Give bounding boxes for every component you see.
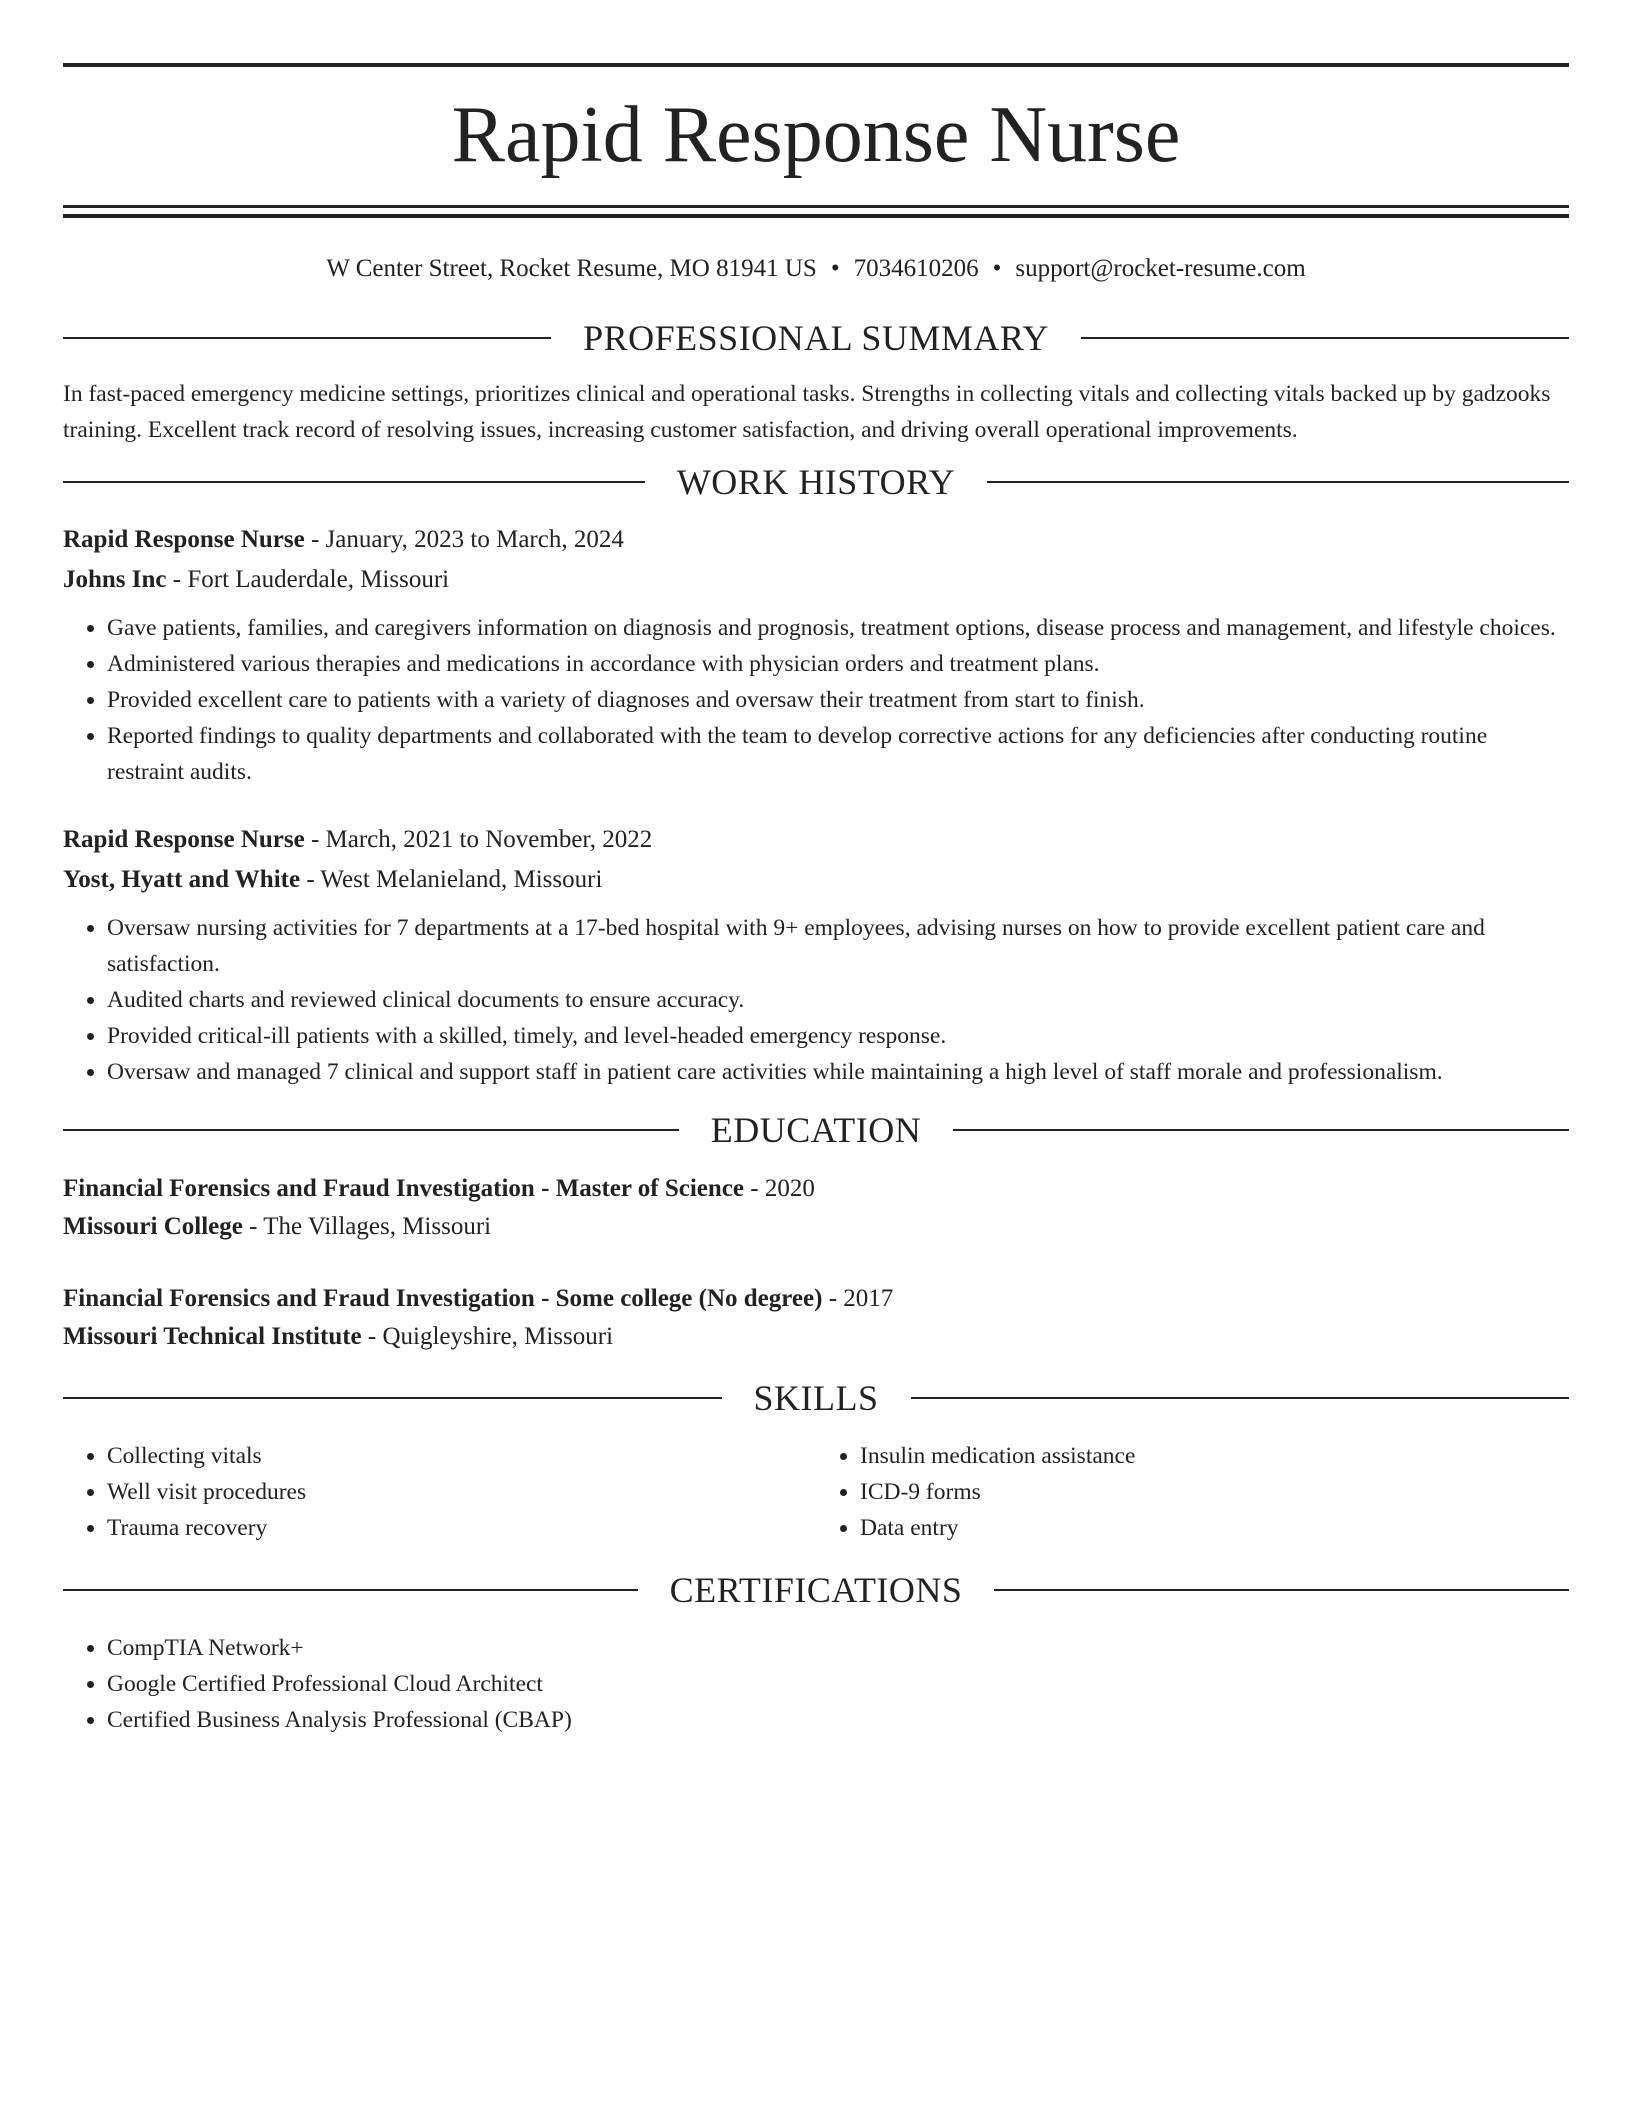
- section-heading-skills: [63, 1380, 1569, 1416]
- job-title-line: [63, 520, 1569, 560]
- education-school-line: [63, 1318, 1569, 1356]
- contact-phone: 7034610206: [853, 255, 979, 282]
- education-location: - The Villages, Missouri: [242, 1213, 492, 1240]
- job-company-line: [63, 860, 1569, 900]
- education-year: - 2020: [744, 1175, 815, 1202]
- job-bullet: • Oversaw and managed 7 clinical and support staff in patient care activities while maintaining a high level of staff morale and professionalism.: [107, 1054, 1569, 1090]
- job-entry: [63, 520, 1569, 790]
- section-heading-education: [63, 1112, 1569, 1148]
- section-title: CERTIFICATIONS: [669, 1570, 963, 1610]
- job-bullet: • Oversaw nursing activities for 7 departments at a 17-bed hospital with 9+ employees, advising nurses on how to provide excellent patient care and satisfaction.: [107, 910, 1569, 982]
- skills-column-right: [816, 1438, 1569, 1546]
- education-degree: Financial Forensics and Fraud Investigation - Master of Science: [63, 1175, 744, 1202]
- job-entry: [63, 820, 1569, 1090]
- job-bullet: • Gave patients, families, and caregivers information on diagnosis and prognosis, treatment options, disease process and management, and lifestyle choices.: [107, 610, 1569, 646]
- certification-item: • Google Certified Professional Cloud Architect: [107, 1666, 1569, 1702]
- contact-separator: •: [830, 255, 840, 282]
- education-degree: Financial Forensics and Fraud Investigation - Some college (No degree): [63, 1285, 823, 1312]
- skill-item: • Well visit procedures: [107, 1474, 816, 1510]
- section-heading-summary: [63, 320, 1569, 356]
- job-company: Johns Inc: [63, 566, 167, 593]
- job-dates: - January, 2023 to March, 2024: [304, 526, 624, 553]
- education-entry: [63, 1280, 1569, 1356]
- section-title: EDUCATION: [710, 1110, 922, 1150]
- skill-item: • Trauma recovery: [107, 1510, 816, 1546]
- certifications-list: [63, 1630, 1569, 1738]
- education-school-line: [63, 1208, 1569, 1246]
- job-bullet: • Audited charts and reviewed clinical documents to ensure accuracy.: [107, 982, 1569, 1018]
- skill-item: • Collecting vitals: [107, 1438, 816, 1474]
- education-entry: [63, 1170, 1569, 1246]
- section-heading-certifications: [63, 1572, 1569, 1608]
- heading-rule-right: [994, 1589, 1569, 1591]
- certification-item: • Certified Business Analysis Professional (CBAP): [107, 1702, 1569, 1738]
- skills-column-left: [63, 1438, 816, 1546]
- skills-grid: [63, 1438, 1569, 1546]
- section-heading-work: [63, 464, 1569, 500]
- heading-rule-right: [1081, 337, 1569, 339]
- heading-rule-right: [911, 1397, 1570, 1399]
- heading-rule-right: [953, 1129, 1569, 1131]
- header-double-rule: [63, 205, 1569, 218]
- contact-address: W Center Street, Rocket Resume, MO 81941 US: [326, 255, 817, 282]
- job-bullet: • Provided critical-ill patients with a skilled, timely, and level-headed emergency response.: [107, 1018, 1569, 1054]
- job-title: Rapid Response Nurse: [63, 826, 305, 853]
- skill-item: • Insulin medication assistance: [860, 1438, 1569, 1474]
- job-bullet: • Provided excellent care to patients with a variety of diagnoses and oversaw their treatment from start to finish.: [107, 682, 1569, 718]
- education-degree-line: [63, 1280, 1569, 1318]
- heading-rule-left: [63, 481, 645, 483]
- job-company: Yost, Hyatt and White: [63, 866, 301, 893]
- job-bullets: [63, 610, 1569, 790]
- job-location: - Fort Lauderdale, Missouri: [166, 566, 450, 593]
- contact-line: [63, 252, 1569, 286]
- education-year: - 2017: [822, 1285, 894, 1312]
- section-title: WORK HISTORY: [676, 462, 956, 502]
- job-dates: - March, 2021 to November, 2022: [304, 826, 653, 853]
- summary-text: In fast-paced emergency medicine settings, prioritizes clinical and operational tasks. Strengths in collecting vitals and collecting vitals backed up by gadzooks training. Excellent track record of resolving issues, increasing customer satisfaction, and driving overall operational improvements.: [63, 381, 1551, 443]
- skill-item: • ICD-9 forms: [860, 1474, 1569, 1510]
- job-bullet: • Administered various therapies and medications in accordance with physician orders and treatment plans.: [107, 646, 1569, 682]
- job-bullets: [63, 910, 1569, 1090]
- education-school: Missouri Technical Institute: [63, 1323, 362, 1350]
- job-bullet: • Reported findings to quality departments and collaborated with the team to develop corrective actions for any deficiencies after conducting routine restraint audits.: [107, 718, 1569, 790]
- contact-email: support@rocket-resume.com: [1015, 255, 1306, 282]
- job-title-line: [63, 820, 1569, 860]
- heading-rule-left: [63, 1397, 722, 1399]
- section-title: PROFESSIONAL SUMMARY: [583, 318, 1049, 358]
- heading-rule-left: [63, 1129, 679, 1131]
- job-location: - West Melanieland, Missouri: [300, 866, 603, 893]
- skill-item: • Data entry: [860, 1510, 1569, 1546]
- certification-item: • CompTIA Network+: [107, 1630, 1569, 1666]
- education-school: Missouri College: [63, 1213, 243, 1240]
- section-title: SKILLS: [753, 1378, 879, 1418]
- header-top-rule: [63, 63, 1569, 67]
- job-title: Rapid Response Nurse: [63, 526, 305, 553]
- education-location: - Quigleyshire, Missouri: [361, 1323, 614, 1350]
- heading-rule-right: [987, 481, 1569, 483]
- contact-separator: •: [992, 255, 1002, 282]
- heading-rule-left: [63, 1589, 638, 1591]
- heading-rule-left: [63, 337, 551, 339]
- candidate-name: Rapid Response Nurse: [451, 91, 1181, 179]
- job-company-line: [63, 560, 1569, 600]
- education-degree-line: [63, 1170, 1569, 1208]
